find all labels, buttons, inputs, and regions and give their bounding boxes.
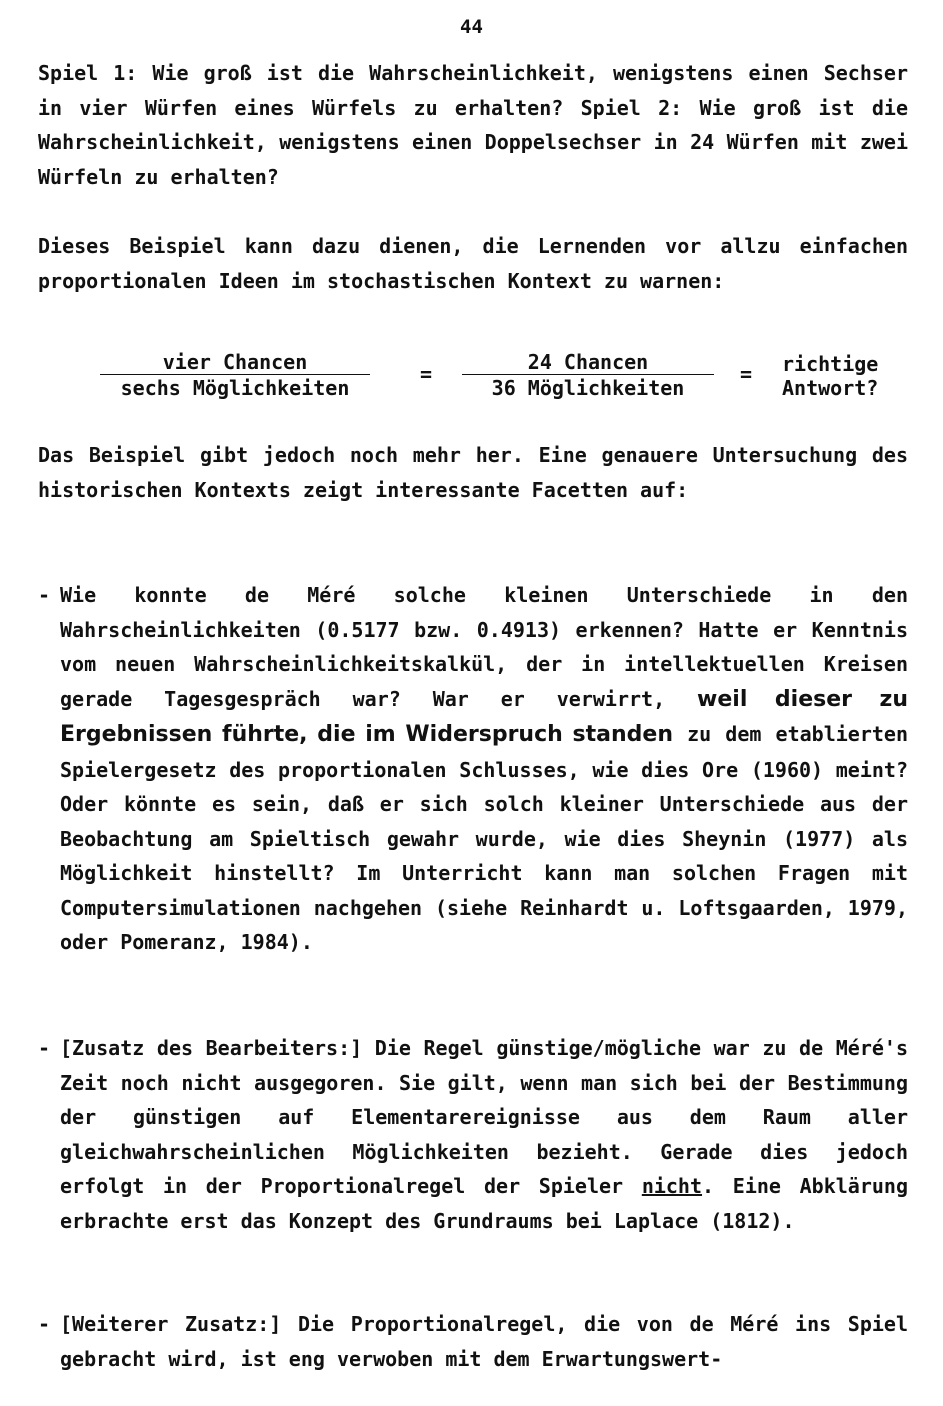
bullet-text [60, 578, 908, 960]
bullet-text-part: weil dieser zu Ergebnissen führte, die im Widerspruch standen [60, 686, 908, 747]
fraction-dice-two [462, 350, 714, 401]
bullet-text-part: [Zusatz des Bearbeiters:] Die Regel günstige/mögliche war zu de Méré's Zeit noch nicht ausgegoren. Sie gilt, wenn man sich bei der Bestimmung der günstigen auf Elementarereignisse aus dem Raum aller gleichwahrscheinlichen Möglichkeiten bezieht. Gerade dies jedoch erfolgt in der Proportionalregel der Spieler [60, 1036, 908, 1198]
bullet-item-editor-note [38, 1031, 908, 1238]
page-number: 44 [460, 16, 483, 38]
fraction-denominator: sechs Möglichkeiten [120, 376, 350, 400]
bullet-item-further-note [38, 1307, 908, 1376]
paragraph-example: Dieses Beispiel kann dazu dienen, die Lernenden vor allzu einfachen proportionalen Ideen im stochastischen Kontext zu warnen: [38, 234, 908, 293]
formula-answer [782, 352, 878, 400]
bullet-dash: - [38, 1312, 51, 1336]
bullet-text-part: . Eine Abklärung erbrachte erst das Konzept des Grundraums bei Laplace (1812). [60, 1174, 909, 1233]
answer-line: richtige [782, 352, 879, 376]
fraction-numerator: vier Chancen [100, 350, 370, 375]
fraction-numerator: 24 Chancen [462, 350, 714, 375]
proportion-formula [100, 350, 900, 410]
bullet-text [60, 1031, 908, 1238]
bullet-text-part: zu dem etablierten Spielergesetz des proportionalen Schlusses, wie dies Ore (1960) meint? Oder könnte es sein, daß er sich solch kleiner Unterschiede aus der Beobachtung am Spieltisch gewahr wurde, wie dies Sheynin (1977) als Möglichkeit hinstellt? Im Unterricht kann man solchen Fragen mit Computersimulationen nachgehen (siehe Reinhardt u. Loftsgaarden, 1979, oder Pomeranz, 1984). [60, 722, 908, 954]
bullet-dash: - [38, 583, 51, 607]
bullet-text: [Weiterer Zusatz:] Die Proportionalregel, die von de Méré ins Spiel gebracht wird, ist eng verwoben mit dem Erwartungswert- [60, 1312, 908, 1371]
equals-sign: = [740, 362, 753, 386]
equals-sign: = [420, 362, 433, 386]
emphasis-nicht: nicht [641, 1174, 703, 1198]
bullet-dash: - [38, 1036, 51, 1060]
bullet-text-part: Wie konnte de Méré solche kleinen Unterschiede in den Wahrscheinlichkeiten (0.5177 bzw. 0.4913) erkennen? Hatte er Kenntnis vom neuen Wahrscheinlichkeitskalkül, der in intellektuellen Kreisen gerade Tagesgespräch war? War er verwirrt, [60, 583, 908, 711]
bullet-item-de-mere [38, 578, 908, 960]
answer-line: Antwort? [782, 376, 879, 400]
fraction-dice-one [100, 350, 370, 401]
paragraph-history: Das Beispiel gibt jedoch noch mehr her. Eine genauere Untersuchung des historischen Kontexts zeigt interessante Facetten auf: [38, 443, 908, 502]
fraction-denominator: 36 Möglichkeiten [491, 376, 685, 400]
paragraph-games: Spiel 1: Wie groß ist die Wahrscheinlichkeit, wenigstens einen Sechser in vier Würfen eines Würfels zu erhalten? Spiel 2: Wie groß ist die Wahrscheinlichkeit, wenigstens einen Doppelsechser in 24 Würfen mit zwei Würfeln zu erhalten? [38, 61, 908, 189]
